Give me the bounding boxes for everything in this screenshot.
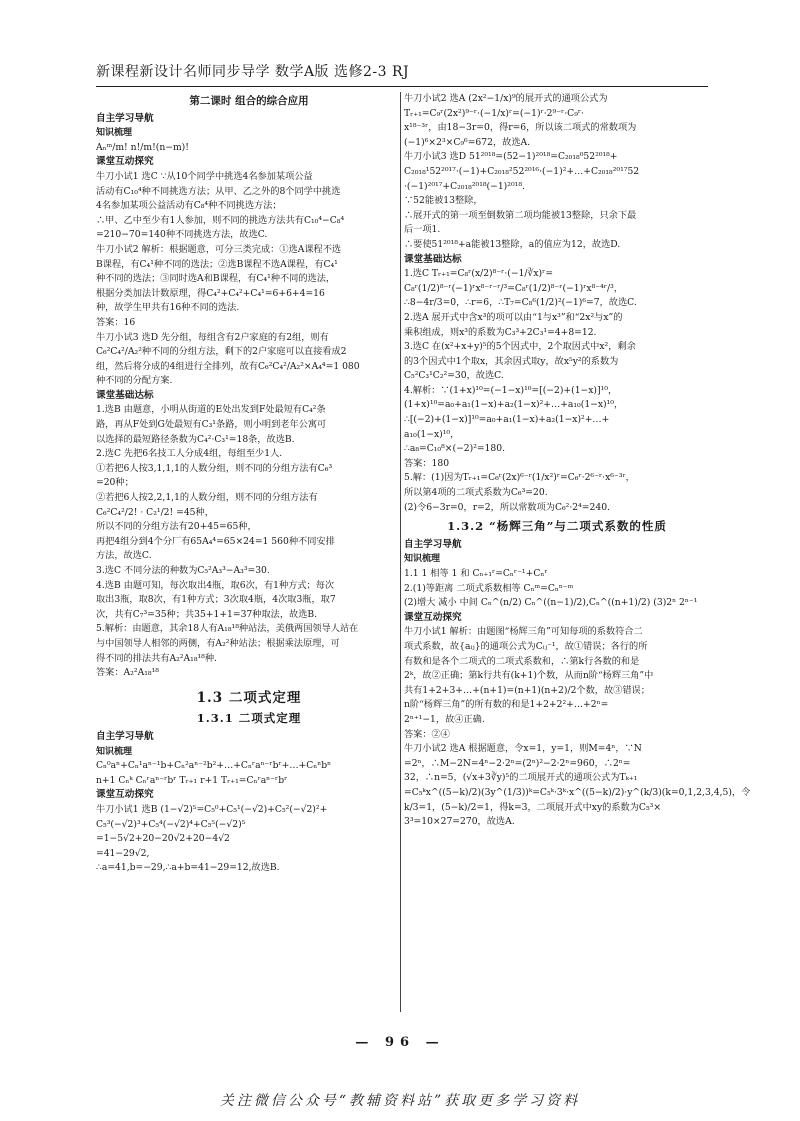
text-line: 种不同的选法；③同时选A和B课程，有C₄¹种不同的选法，: [96, 273, 336, 285]
text-line: n+1 Cₙᵏ Cₙʳaⁿ⁻ʳbʳ Tᵣ₊₁ r+1 Tᵣ₊₁=Cₙʳaⁿ⁻ʳbʳ: [96, 774, 288, 786]
text-line: ∴要使51²⁰¹⁸+a能被13整除，a的值应为12，故选D.: [404, 238, 621, 250]
chapter-title: 1.3 二项式定理: [196, 689, 302, 706]
section-heading: 自主学习导航: [96, 112, 154, 124]
text-line: (2)令6−3r=0，r=2，所以常数项为C₆²·2⁴=240.: [404, 501, 610, 513]
text-line: 牛刀小试2 解析：根据题意，可分三类完成：①选A课程不选: [96, 243, 342, 255]
right-column: [404, 92, 751, 830]
text-line: 牛刀小试2 选A 根据题意，令x=1，y=1，则M=4ⁿ，∵N: [404, 743, 642, 755]
left-column: [96, 92, 402, 876]
text-line: Aₙᵐ/m! n!/m!(n−m)!: [96, 141, 189, 153]
text-line: =2ⁿ，∴M−2N=4ⁿ−2·2ⁿ=(2ⁿ)²−2·2ⁿ=960，∴2ⁿ=: [404, 757, 631, 769]
text-line: 种，故学生甲共有16种不同的选法.: [96, 302, 240, 314]
text-line: 种不同的分配方案.: [96, 375, 173, 387]
text-line: 牛刀小试2 选A (2x²−1/x)⁹的展开式的通项公式为: [404, 93, 608, 104]
text-line: ∴展开式的第一项至倒数第二项均能被13整除，只余下最: [404, 209, 637, 221]
text-line: 项式系数，故{aᵢⱼ}的通项公式为Cᵢⱼ⁻¹，故①错误；各行的所: [404, 640, 648, 652]
text-line: B课程，有C₄¹种不同的选法；②选B课程不选A课程，有C₄¹: [96, 258, 338, 270]
column-divider: [400, 92, 401, 1012]
section-heading: 课堂基础达标: [96, 389, 154, 401]
section-heading: 自主学习导航: [96, 730, 154, 742]
text-line: 取出3瓶，取8次，有1种方式；3次取4瓶，4次取3瓶，取7: [96, 594, 336, 606]
subsection-title: 1.3.1 二项式定理: [196, 711, 302, 726]
text-line: 3.选C 不同分法的种数为C₅²A₃³−A₃³=30.: [96, 565, 270, 576]
text-line: 牛刀小试3 选D 先分组，每组含有2户家庭的有2组，则有: [96, 331, 329, 343]
section-heading: 课堂互动探究: [404, 611, 462, 623]
text-line: 4名参加某项公益活动有C₈⁴种不同挑选方法；: [96, 200, 282, 212]
text-line: 组，然后将分成的4组进行全排列，故有C₆²C₄²/A₂²×A₄⁴=1 080: [96, 360, 360, 372]
text-line: ∴a=41,b=−29,∴a+b=41−29=12,故选B.: [96, 862, 280, 874]
text-line: 活动有C₁₀⁴种不同挑选方法；从甲、乙之外的8个同学中挑选: [96, 185, 341, 197]
subsection-title: 1.3.2 “杨辉三角”与二项式系数的性质: [447, 519, 667, 534]
text-line: 方法，故选C.: [96, 550, 152, 562]
text-line: Tᵣ₊₁=C₉ʳ(2x²)⁹⁻ʳ·(−1/x)ʳ=(−1)ʳ·2⁹⁻ʳ·C₉ʳ·: [404, 107, 584, 119]
text-line: 所以不同的分组方法有20+45=65种，: [96, 521, 257, 533]
text-line: ∴甲、乙中至少有1人参加，则不同的挑选方法共有C₁₀⁴−C₈⁴: [96, 214, 345, 226]
text-line: C₂₀₁₈¹52²⁰¹⁷·(−1)+C₂₀₁₈²52²⁰¹⁶·(−1)²+…+C₂₀₁₈²⁰¹⁷52: [404, 165, 640, 177]
text-line: 32，∴n=5，(√x+3∛y)⁵的二项展开式的通项公式为Tₖ₊₁: [404, 772, 638, 784]
text-line: (2)增大 减小 中间 Cₙ^(n/2) Cₙ^((n−1)/2),Cₙ^((n+1)/2) (3)2ⁿ 2ⁿ⁻¹: [404, 597, 698, 609]
text-line: 2.选C 先把6名技工人分成4组，每组至少1人.: [96, 448, 283, 460]
section-heading: 课堂互动探究: [96, 789, 154, 801]
text-line: 2ⁿ⁺¹−1，故④正确.: [404, 713, 485, 725]
text-line: 得不同的排法共有A₂²A₁₈¹⁸种.: [96, 652, 217, 664]
text-line: 5.解：(1)因为Tᵣ₊₁=C₆ʳ(2x)⁶⁻ʳ(1/x²)ʳ=C₆ʳ·2⁶⁻ʳ·x⁶⁻³ʳ，: [404, 472, 635, 484]
text-line: 3³=10×27=270，故选A.: [404, 816, 515, 828]
text-line: 1.1 1 相等 1 和 Cₙ₊₁ʳ=Cₙʳ⁻¹+Cₙʳ: [404, 568, 548, 579]
text-line: 所以第4项的二项式系数为C₆³=20.: [404, 487, 548, 499]
text-line: 答案：A₂²A₁₈¹⁸: [96, 667, 159, 679]
sub-heading: 知识梳理: [96, 746, 133, 757]
text-line: (1+x)¹⁰=a₀+a₁(1−x)+a₂(1−x)²+…+a₁₀(1−x)¹⁰，: [404, 399, 624, 411]
text-line: 牛刀小试3 选D 51²⁰¹⁸=(52−1)²⁰¹⁸=C₂₀₁₈⁰52²⁰¹⁸+: [404, 151, 618, 163]
running-header: [96, 60, 708, 87]
text-line: C₅³(−√2)³+C₅⁴(−√2)⁴+C₅⁵(−√2)⁵: [96, 818, 246, 830]
text-line: C₅²C₃¹C₂²=30，故选C.: [404, 370, 504, 382]
text-line: 后一项1.: [404, 224, 441, 236]
text-line: 乘积组成，则x³的系数为C₃³+2C₃¹=4+8=12.: [404, 326, 597, 338]
text-line: 共有1+2+3+…+(n+1)=(n+1)(n+2)/2个数，故③错误；: [404, 684, 650, 696]
text-line: 牛刀小试1 解析：由题图“杨辉三角”可知每项的系数符合二: [404, 626, 643, 638]
header-text: 新课程新设计名师同步导学 数学A版 选修2-3 RJ: [96, 64, 410, 80]
text-line: 答案：180: [404, 457, 450, 469]
text-line: ·(−1)²⁰¹⁷+C₂₀₁₈²⁰¹⁸(−1)²⁰¹⁸.: [404, 180, 525, 192]
text-line: 1.选C Tᵣ₊₁=C₈ʳ(x/2)⁸⁻ʳ·(−1/∛x)ʳ=: [404, 268, 554, 280]
text-line: 的3个因式中1个取x，其余因式取y，故x⁵y²的系数为: [404, 355, 619, 367]
text-line: =1−5√2+20−20√2+20−4√2: [96, 833, 230, 845]
text-line: 2ᵏ，故②正确；第k行共有(k+1)个数，从而n阶“杨辉三角”中: [404, 670, 654, 682]
text-line: ∴a₈=C₁₀⁸×(−2)²=180.: [404, 443, 506, 455]
text-line: 答案：②④: [404, 728, 450, 740]
section-title: 第二课时 组合的综合应用: [189, 95, 309, 107]
text-line: 牛刀小试1 选C ∵从10个同学中挑选4名参加某项公益: [96, 170, 313, 182]
text-line: 次，共有C₇³=35种；共35+1+1=37种取法，故选B.: [96, 608, 318, 620]
text-line: 以选择的最短路径条数为C₄²·C₃¹=18条，故选B.: [96, 433, 295, 445]
sub-heading: 知识梳理: [404, 554, 441, 565]
text-line: 答案：16: [96, 316, 136, 328]
text-line: ①若把6人按3,1,1,1的人数分组，则不同的分组方法有C₆³: [96, 462, 333, 474]
text-line: 与中国领导人相邻的两侧，有A₂²种站法；根据乘法原理，可: [96, 637, 340, 649]
text-line: C₆²C₄²/A₂²种不同的分组方法，剩下的2户家庭可以直接看成2: [96, 346, 347, 358]
text-line: 5.解析：由题意，其余18人有A₁₈¹⁸种站法，美俄两国领导人站在: [96, 623, 359, 635]
section-heading: 自主学习导航: [404, 538, 462, 550]
text-line: Cₙ⁰aⁿ+Cₙ¹aⁿ⁻¹b+Cₙ²aⁿ⁻²b²+…+Cₙʳaⁿ⁻ʳbʳ+…+Cₙⁿbⁿ: [96, 760, 332, 772]
text-line: =41−29√2,: [96, 847, 150, 859]
text-line: 1.选B 由题意，小明从街道的E处出发到F处最短有C₄²条: [96, 404, 326, 416]
text-line: 有数和是各个二项式的二项式系数和，∴第k行各数的和是: [404, 655, 640, 667]
text-line: 4.解析：∵(1+x)¹⁰=(−1−x)¹⁰=[(−2)+(1−x)]¹⁰，: [404, 384, 618, 396]
text-line: 2.(1)等距离 二项式系数相等 Cₙᵐ=Cₙⁿ⁻ᵐ: [404, 582, 574, 594]
text-line: 根据分类加法计数原理，得C₄²+C₄²+C₄¹=6+6+4=16: [96, 287, 325, 299]
text-line: 再把4组分到4个分厂有65A₄⁴=65×24=1 560种不同安排: [96, 535, 335, 547]
text-line: k/3=1，(5−k)/2=1，得k=3，二项展开式中xy的系数为C₅³×: [404, 801, 662, 813]
footer-note: 关注微信公众号“教辅资料站”获取更多学习资料: [219, 1093, 581, 1109]
text-line: 2.选A 展开式中含x³的项可以由“1与x³”和“2x²与x”的: [404, 311, 623, 323]
section-heading: 课堂互动探究: [96, 156, 154, 168]
text-line: ∴[(−2)+(1−x)]¹⁰=a₀+a₁(1−x)+a₂(1−x)²+…+: [404, 414, 610, 426]
text-line: n阶“杨辉三角”的所有数的和是1+2+2²+…+2ⁿ=: [404, 699, 609, 711]
text-line: (−1)⁶×2³×C₉⁶=672，故选A.: [404, 136, 531, 148]
text-line: 4.选B 由题可知，每次取出4瓶，取6次，有1种方式；每次: [96, 579, 335, 591]
text-line: =C₅ᵏx^((5−k)/2)(3y^(1/3))ᵏ=C₅ᵏ·3ᵏ·x^((5−k)/2)·y^(k/3)(k=0,1,2,3,4,5)，令: [404, 786, 751, 798]
text-line: x¹⁸⁻³ʳ，由18−3r=0，得r=6，所以该二项式的常数项为: [404, 122, 637, 134]
text-line: ∴8−4r/3=0，∴r=6，∴T₇=C₈⁶(1/2)²(−1)⁶=7，故选C.: [404, 297, 637, 309]
text-line: =210−70=140种不同挑选方法，故选C.: [96, 229, 268, 241]
section-heading: 课堂基础达标: [404, 253, 462, 265]
text-line: C₈ʳ(1/2)⁸⁻ʳ(−1)ʳx⁸⁻ʳ⁻ʳ/³=C₈ʳ(1/2)⁸⁻ʳ(−1)ʳx⁸⁻⁴ʳ/³，: [404, 282, 623, 294]
text-line: 3.选C 在(x²+x+y)⁵的5个因式中，2个取因式中x²，剩余: [404, 341, 636, 353]
text-line: =20种；: [96, 477, 134, 489]
text-line: 路，再从F处到G处最短有C₃¹条路，则小明到老年公寓可: [96, 419, 327, 431]
page-number: — 96 —: [355, 1035, 445, 1050]
sub-heading: 知识梳理: [96, 128, 133, 139]
text-line: a₁₀(1−x)¹⁰，: [404, 428, 460, 440]
text-line: C₆²C₄²/2! · C₂¹/2! =45种，: [96, 506, 214, 518]
text-line: ②若把6人按2,2,1,1的人数分组，则不同的分组方法有: [96, 492, 318, 504]
text-line: ∵52能被13整除，: [404, 195, 483, 207]
text-line: 牛刀小试1 选B (1−√2)⁵=C₅⁰+C₅¹(−√2)+C₅²(−√2)²+: [96, 803, 328, 815]
